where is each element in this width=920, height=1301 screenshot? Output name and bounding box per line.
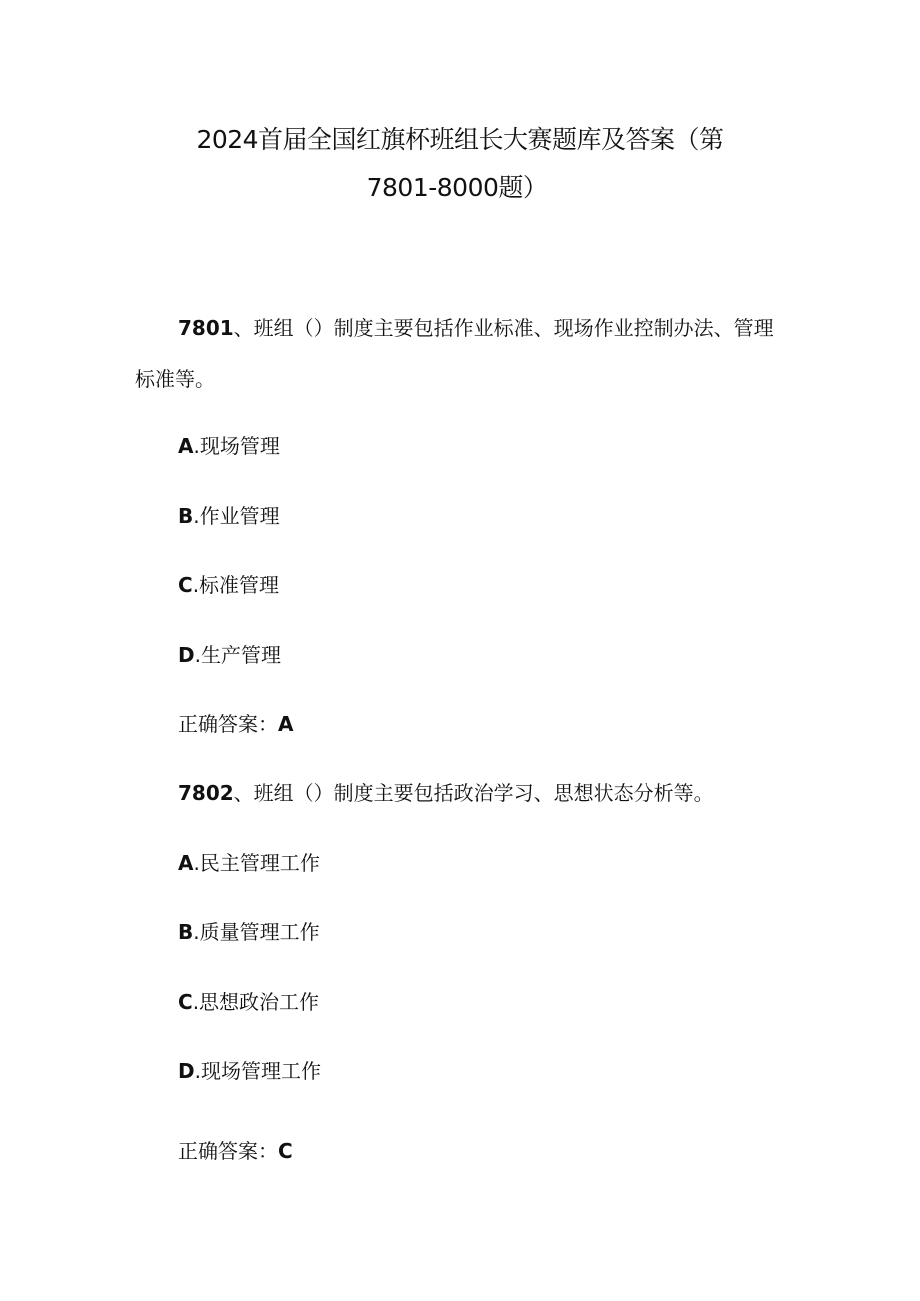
option-b [178,919,320,945]
option-a [178,850,320,876]
option-text: .生产管理 [194,643,281,667]
option-text: .思想政治工作 [192,990,320,1014]
option-text: .现场管理 [193,434,280,458]
question-text: 、班组（）制度主要包括政治学习、思想状态分析等。 [233,781,714,805]
question-number: 7802 [178,781,234,805]
option-text: .质量管理工作 [193,920,320,944]
option-text: .作业管理 [193,504,280,528]
correct-answer [178,711,293,737]
option-b [178,503,280,529]
option-text: .现场管理工作 [194,1059,321,1083]
option-text: .民主管理工作 [193,851,320,875]
question-number: 7801 [178,316,234,340]
question-stem [178,780,714,806]
option-d [178,642,281,668]
answer-value: A [278,712,294,736]
document-title-line-2: 7801-8000题） [366,173,548,202]
option-letter: D [178,643,195,667]
option-letter: D [178,1059,195,1083]
option-letter: C [178,573,193,597]
option-text: .标准管理 [192,573,280,597]
answer-value: C [278,1139,293,1163]
question-stem [178,315,774,341]
correct-answer [178,1138,293,1164]
option-a [178,433,280,459]
option-d [178,1058,321,1084]
option-letter: B [178,504,194,528]
document-title-line-1: 2024首届全国红旗杯班组长大赛题库及答案（第 [196,125,724,154]
option-letter: B [178,920,194,944]
option-letter: A [178,851,194,875]
question-stem-continuation: 标准等。 [135,367,215,391]
answer-label: 正确答案： [178,712,278,736]
answer-label: 正确答案： [178,1139,278,1163]
option-c [178,989,319,1015]
option-letter: C [178,990,193,1014]
option-c [178,572,279,598]
question-text: 、班组（）制度主要包括作业标准、现场作业控制办法、管理 [233,316,774,340]
option-letter: A [178,434,194,458]
